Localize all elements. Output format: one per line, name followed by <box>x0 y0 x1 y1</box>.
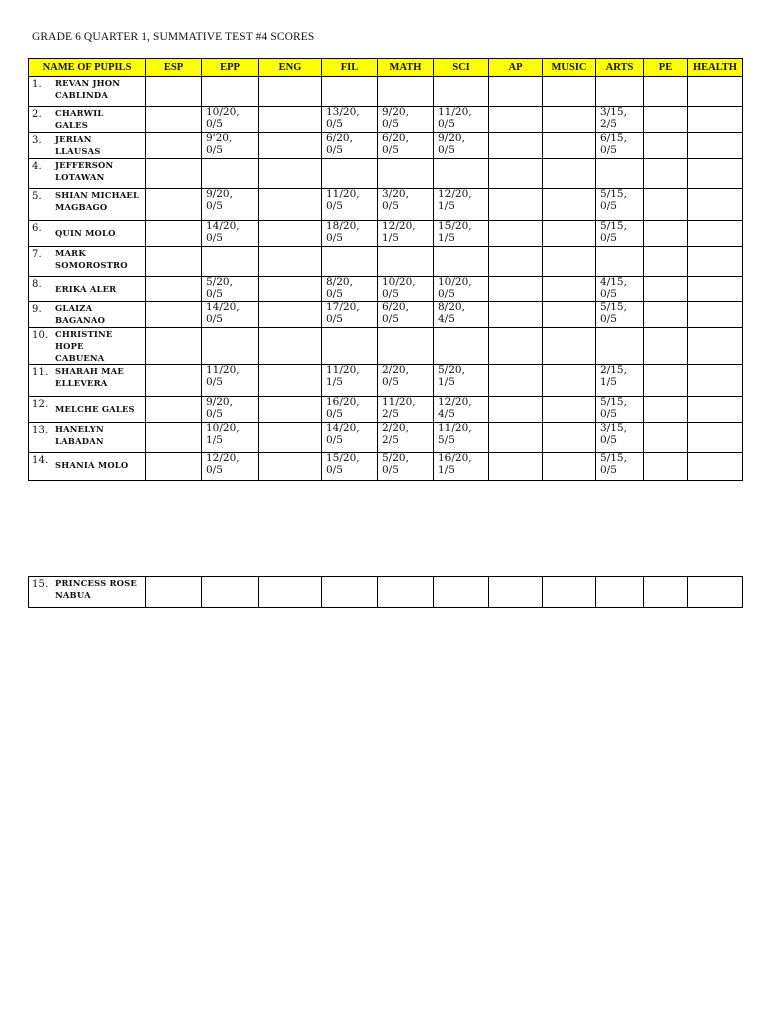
header-eng: ENG <box>259 59 322 77</box>
header-math: MATH <box>378 59 434 77</box>
score-cell-eng <box>259 365 322 397</box>
pupil-name: JEFFERSON LOTAWAN <box>55 160 114 182</box>
score-cell-pe <box>644 365 688 397</box>
score-cell-pe <box>644 277 688 302</box>
score-cell-esp <box>146 423 202 453</box>
score-cell-eng <box>259 453 322 481</box>
score-cell-sci: 10/20, 0/5 <box>434 277 489 302</box>
score-cell-fil: 16/20, 0/5 <box>322 397 378 423</box>
score-cell-eng <box>259 397 322 423</box>
score-cell-health <box>688 189 743 221</box>
score-cell-ap <box>489 159 543 189</box>
header-fil: FIL <box>322 59 378 77</box>
score-cell-arts <box>596 328 644 365</box>
score-cell-esp <box>146 302 202 328</box>
score-cell-eng <box>259 189 322 221</box>
row-number: 9. <box>32 304 42 315</box>
table-row <box>29 423 743 453</box>
table-row <box>29 77 743 107</box>
score-cell-health <box>688 397 743 423</box>
row-number: 13. <box>32 425 49 436</box>
header-name-of-pupils: NAME OF PUPILS <box>29 59 146 77</box>
score-cell-fil: 11/20, 0/5 <box>322 189 378 221</box>
score-cell-eng <box>259 133 322 159</box>
score-cell-eng <box>259 423 322 453</box>
header-arts: ARTS <box>596 59 644 77</box>
score-cell-epp: 9/20, 0/5 <box>202 397 259 423</box>
score-cell-music <box>543 277 596 302</box>
header-ap: AP <box>489 59 543 77</box>
score-cell-fil: 8/20, 0/5 <box>322 277 378 302</box>
score-cell-health <box>688 365 743 397</box>
score-cell-fil: 13/20, 0/5 <box>322 107 378 133</box>
pupil-name: JERIAN LLAUSAS <box>55 134 101 156</box>
header-music: MUSIC <box>543 59 596 77</box>
row-number: 4. <box>32 161 42 172</box>
score-cell-health <box>688 247 743 277</box>
scores-table <box>28 58 743 481</box>
score-cell-eng <box>259 77 322 107</box>
score-cell-arts: 5/15, 0/5 <box>596 189 644 221</box>
score-cell-sci: 11/20, 5/5 <box>434 423 489 453</box>
row-number: 3. <box>32 135 42 146</box>
score-cell-esp <box>146 189 202 221</box>
score-cell-math: 12/20, 1/5 <box>378 221 434 247</box>
table-row <box>29 159 743 189</box>
score-cell-health <box>688 328 743 365</box>
score-cell-health <box>688 159 743 189</box>
header-epp: EPP <box>202 59 259 77</box>
score-cell-eng <box>259 221 322 247</box>
score-cell-epp: 12/20, 0/5 <box>202 453 259 481</box>
score-cell-ap <box>489 247 543 277</box>
score-cell-epp <box>202 247 259 277</box>
score-cell-fil: 18/20, 0/5 <box>322 221 378 247</box>
row-number: 2. <box>32 109 42 120</box>
table-row <box>29 189 743 221</box>
score-cell-pe <box>644 423 688 453</box>
pupil-name: REVAN JHON CABLINDA <box>55 78 121 100</box>
score-cell-arts: 5/15, 0/5 <box>596 397 644 423</box>
score-cell-sci <box>434 328 489 365</box>
page-title: GRADE 6 QUARTER 1, SUMMATIVE TEST #4 SCORES <box>32 31 315 43</box>
score-cell-arts <box>596 247 644 277</box>
score-cell-music <box>543 133 596 159</box>
score-cell-health <box>688 277 743 302</box>
score-cell-arts <box>596 77 644 107</box>
score-cell-arts: 3/15, 0/5 <box>596 423 644 453</box>
score-cell-music <box>543 365 596 397</box>
score-cell-math: 6/20, 0/5 <box>378 302 434 328</box>
header-pe: PE <box>644 59 688 77</box>
pupil-name: HANELYN LABADAN <box>55 424 104 446</box>
score-cell-arts: 5/15, 0/5 <box>596 302 644 328</box>
score-cell-music <box>543 423 596 453</box>
score-cell-esp <box>146 277 202 302</box>
score-cell-sci: 15/20, 1/5 <box>434 221 489 247</box>
pupil-name-cell <box>29 221 146 247</box>
score-cell-epp: 10/20, 1/5 <box>202 423 259 453</box>
pupil-name: GLAIZA BAGANAO <box>55 303 106 325</box>
score-cell-eng <box>259 247 322 277</box>
score-cell-esp <box>146 453 202 481</box>
pupil-name: CHRISTINE HOPE CABUENA <box>55 329 113 363</box>
pupil-name-cell <box>29 159 146 189</box>
score-cell-health <box>688 77 743 107</box>
score-cell-arts <box>596 577 644 608</box>
score-cell-ap <box>489 453 543 481</box>
table-row <box>29 328 743 365</box>
score-cell-esp <box>146 247 202 277</box>
table-row <box>29 302 743 328</box>
row-number: 14. <box>32 455 49 466</box>
score-cell-math: 2/20, 0/5 <box>378 365 434 397</box>
pupil-name-cell <box>29 277 146 302</box>
table-row <box>29 365 743 397</box>
pupil-name: SHANIA MOLO <box>55 460 129 470</box>
score-cell-sci: 9/20, 0/5 <box>434 133 489 159</box>
score-cell-ap <box>489 302 543 328</box>
score-cell-music <box>543 221 596 247</box>
score-cell-eng <box>259 159 322 189</box>
score-cell-pe <box>644 221 688 247</box>
score-cell-ap <box>489 107 543 133</box>
score-cell-arts: 4/15, 0/5 <box>596 277 644 302</box>
row-number: 5. <box>32 191 42 202</box>
score-cell-esp <box>146 107 202 133</box>
pupil-name-cell <box>29 189 146 221</box>
row-number: 7. <box>32 249 42 260</box>
score-cell-health <box>688 423 743 453</box>
score-cell-math: 10/20, 0/5 <box>378 277 434 302</box>
score-cell-eng <box>259 107 322 133</box>
score-cell-ap <box>489 133 543 159</box>
score-cell-arts: 6/15, 0/5 <box>596 133 644 159</box>
score-cell-sci: 12/20, 1/5 <box>434 189 489 221</box>
score-cell-pe <box>644 77 688 107</box>
score-cell-health <box>688 133 743 159</box>
score-cell-esp <box>146 221 202 247</box>
score-cell-esp <box>146 397 202 423</box>
pupil-name-cell <box>29 107 146 133</box>
header-esp: ESP <box>146 59 202 77</box>
score-cell-epp: 10/20, 0/5 <box>202 107 259 133</box>
score-cell-esp <box>146 159 202 189</box>
pupil-name-cell <box>29 328 146 365</box>
score-cell-pe <box>644 328 688 365</box>
score-cell-ap <box>489 328 543 365</box>
score-cell-fil: 11/20, 1/5 <box>322 365 378 397</box>
score-cell-esp <box>146 328 202 365</box>
score-cell-sci: 5/20, 1/5 <box>434 365 489 397</box>
score-cell-esp <box>146 77 202 107</box>
score-cell-ap <box>489 397 543 423</box>
score-cell-music <box>543 328 596 365</box>
score-cell-ap <box>489 277 543 302</box>
score-cell-sci <box>434 77 489 107</box>
row-number: 12. <box>32 399 49 410</box>
score-cell-epp: 14/20, 0/5 <box>202 221 259 247</box>
score-cell-pe <box>644 247 688 277</box>
score-cell-math: 9/20, 0/5 <box>378 107 434 133</box>
pupil-name: CHARWIL GALES <box>55 108 104 130</box>
score-cell-eng <box>259 577 322 608</box>
score-cell-health <box>688 221 743 247</box>
score-cell-pe <box>644 159 688 189</box>
pupil-name: QUIN MOLO <box>55 228 116 238</box>
table-row <box>29 397 743 423</box>
score-cell-epp <box>202 577 259 608</box>
score-cell-fil: 15/20, 0/5 <box>322 453 378 481</box>
score-cell-health <box>688 107 743 133</box>
score-cell-pe <box>644 189 688 221</box>
score-cell-eng <box>259 277 322 302</box>
table-row <box>29 277 743 302</box>
score-cell-fil: 17/20, 0/5 <box>322 302 378 328</box>
score-cell-epp: 14/20, 0/5 <box>202 302 259 328</box>
score-cell-sci: 8/20, 4/5 <box>434 302 489 328</box>
score-cell-math <box>378 77 434 107</box>
score-cell-eng <box>259 302 322 328</box>
score-cell-esp <box>146 365 202 397</box>
score-cell-music <box>543 189 596 221</box>
row-number: 10. <box>32 330 49 341</box>
score-cell-epp: 9'20, 0/5 <box>202 133 259 159</box>
score-cell-fil <box>322 159 378 189</box>
score-cell-math: 3/20, 0/5 <box>378 189 434 221</box>
score-cell-math <box>378 159 434 189</box>
score-cell-pe <box>644 107 688 133</box>
score-cell-sci: 11/20, 0/5 <box>434 107 489 133</box>
header-health: HEALTH <box>688 59 743 77</box>
pupil-name-cell <box>29 577 146 608</box>
score-cell-epp <box>202 328 259 365</box>
score-cell-ap <box>489 423 543 453</box>
score-cell-health <box>688 302 743 328</box>
score-cell-music <box>543 397 596 423</box>
score-cell-ap <box>489 77 543 107</box>
row-number: 8. <box>32 279 42 290</box>
row-number: 11. <box>32 367 49 378</box>
score-cell-math: 6/20, 0/5 <box>378 133 434 159</box>
pupil-name: ERIKA ALER <box>55 284 117 294</box>
header-sci: SCI <box>434 59 489 77</box>
score-cell-ap <box>489 365 543 397</box>
score-cell-health <box>688 453 743 481</box>
table-row <box>29 133 743 159</box>
score-cell-pe <box>644 577 688 608</box>
score-cell-pe <box>644 302 688 328</box>
table-row <box>29 107 743 133</box>
scores-table-continued <box>28 576 743 608</box>
score-cell-music <box>543 302 596 328</box>
score-cell-sci: 12/20, 4/5 <box>434 397 489 423</box>
table-row <box>29 453 743 481</box>
score-cell-ap <box>489 189 543 221</box>
pupil-name-cell <box>29 423 146 453</box>
score-cell-music <box>543 77 596 107</box>
score-cell-health <box>688 577 743 608</box>
score-cell-ap <box>489 221 543 247</box>
score-cell-fil: 6/20, 0/5 <box>322 133 378 159</box>
pupil-name: MARK SOMOROSTRO <box>55 248 128 270</box>
score-cell-fil: 14/20, 0/5 <box>322 423 378 453</box>
score-cell-sci <box>434 159 489 189</box>
score-cell-pe <box>644 133 688 159</box>
score-cell-fil <box>322 328 378 365</box>
score-cell-sci <box>434 577 489 608</box>
score-cell-math <box>378 247 434 277</box>
score-cell-music <box>543 577 596 608</box>
score-cell-fil <box>322 577 378 608</box>
score-cell-arts <box>596 159 644 189</box>
score-cell-music <box>543 107 596 133</box>
score-cell-math <box>378 328 434 365</box>
table-row <box>29 247 743 277</box>
score-cell-eng <box>259 328 322 365</box>
score-cell-epp: 5/20, 0/5 <box>202 277 259 302</box>
score-cell-music <box>543 159 596 189</box>
score-cell-arts: 2/15, 1/5 <box>596 365 644 397</box>
table-row <box>29 221 743 247</box>
score-cell-math: 2/20, 2/5 <box>378 423 434 453</box>
pupil-name-cell <box>29 365 146 397</box>
score-cell-ap <box>489 577 543 608</box>
row-number: 6. <box>32 223 42 234</box>
pupil-name: SHIAN MICHAEL MAGBAGO <box>55 190 140 212</box>
score-cell-arts: 5/15, 0/5 <box>596 221 644 247</box>
pupil-name-cell <box>29 453 146 481</box>
pupil-name-cell <box>29 133 146 159</box>
score-cell-epp: 11/20, 0/5 <box>202 365 259 397</box>
table-row <box>29 577 743 608</box>
pupil-name: PRINCESS ROSE NABUA <box>55 578 137 600</box>
score-cell-sci <box>434 247 489 277</box>
score-cell-fil <box>322 247 378 277</box>
pupil-name-cell <box>29 397 146 423</box>
pupil-name: MELCHE GALES <box>55 404 135 414</box>
score-cell-pe <box>644 453 688 481</box>
score-cell-fil <box>322 77 378 107</box>
header-row <box>29 59 743 77</box>
score-cell-math: 5/20, 0/5 <box>378 453 434 481</box>
row-number: 15. <box>32 579 49 590</box>
score-cell-epp <box>202 77 259 107</box>
pupil-name-cell <box>29 247 146 277</box>
score-cell-arts: 5/15, 0/5 <box>596 453 644 481</box>
row-number: 1. <box>32 79 42 90</box>
score-cell-music <box>543 453 596 481</box>
score-cell-esp <box>146 577 202 608</box>
score-cell-math: 11/20, 2/5 <box>378 397 434 423</box>
pupil-name-cell <box>29 302 146 328</box>
score-cell-epp <box>202 159 259 189</box>
score-cell-sci: 16/20, 1/5 <box>434 453 489 481</box>
score-cell-music <box>543 247 596 277</box>
score-cell-arts: 3/15, 2/5 <box>596 107 644 133</box>
pupil-name-cell <box>29 77 146 107</box>
score-cell-math <box>378 577 434 608</box>
pupil-name: SHARAH MAE ELLEVERA <box>55 366 124 388</box>
score-cell-pe <box>644 397 688 423</box>
score-cell-epp: 9/20, 0/5 <box>202 189 259 221</box>
score-cell-esp <box>146 133 202 159</box>
